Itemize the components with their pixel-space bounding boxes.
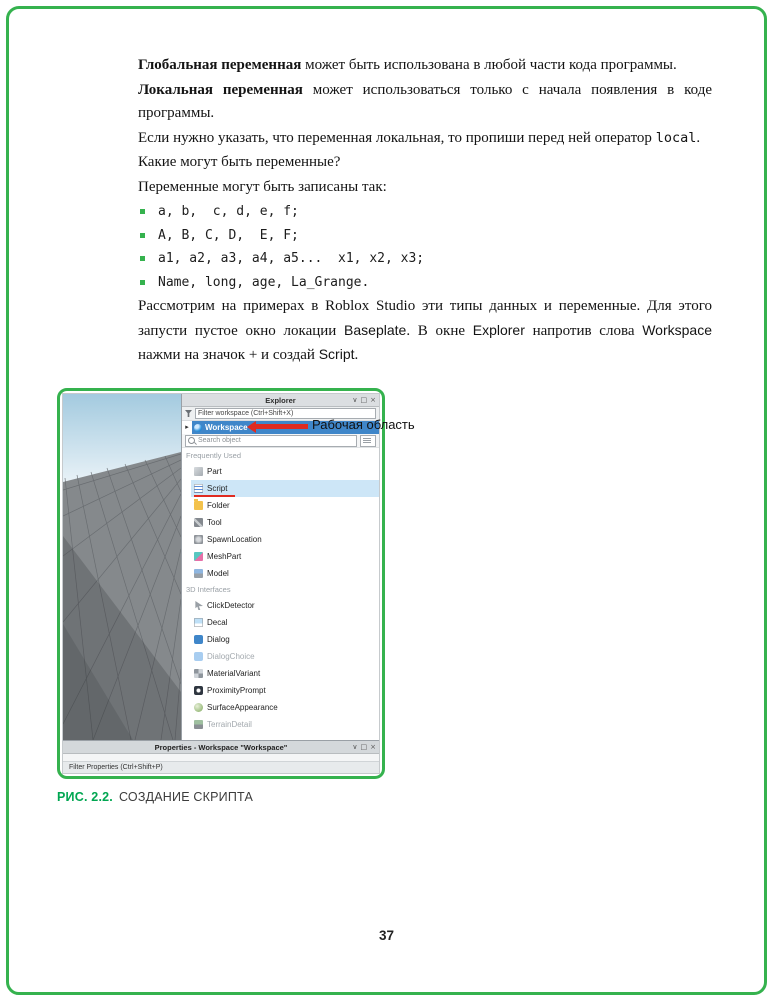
explorer-item-tool: Tool xyxy=(182,514,379,531)
paragraph-local-variable: Локальная переменная может использоваться только с начала появления в коде программы. xyxy=(138,81,712,121)
list-item: Name, long, age, La_Grange. xyxy=(138,271,712,295)
baseplate-render xyxy=(63,394,181,740)
section-label-3d-interfaces: 3D Interfaces xyxy=(186,585,231,594)
workspace-label: Workspace xyxy=(205,423,248,432)
explorer-item-model: Model xyxy=(182,565,379,582)
bullet-icon xyxy=(140,256,145,261)
caption-number: РИС. 2.2. xyxy=(57,790,113,804)
paragraph-list-intro: Переменные могут быть записаны так: xyxy=(138,178,387,195)
code-list xyxy=(138,200,712,294)
explorer-item-dialog: Dialog xyxy=(182,631,379,648)
workspace-globe-icon xyxy=(194,424,202,432)
bold-term: Глобальная переменная xyxy=(138,57,302,73)
decal-icon xyxy=(194,618,203,627)
annotation-arrow xyxy=(256,424,308,429)
window-buttons xyxy=(352,741,376,753)
model-icon xyxy=(194,569,203,578)
float-icon: □ xyxy=(360,396,368,404)
paragraph-question: Какие могут быть переменные? xyxy=(138,154,341,170)
search-row xyxy=(182,434,379,448)
list-item: A, B, C, D, E, F; xyxy=(138,224,712,248)
explorer-item-decal: Decal xyxy=(182,614,379,631)
page-number: 37 xyxy=(378,928,395,943)
bullet-icon xyxy=(140,209,145,214)
figure-caption xyxy=(57,790,487,804)
tool-icon xyxy=(194,518,203,527)
proximityprompt-icon xyxy=(194,686,203,695)
paragraph-global-variable: Глобальная переменная может быть использована в любой части кода программы. xyxy=(138,57,677,73)
search-placeholder: Search object xyxy=(198,437,241,444)
explorer-item-materialvariant: MaterialVariant xyxy=(182,665,379,682)
part-icon xyxy=(194,467,203,476)
bullet-icon xyxy=(140,233,145,238)
explorer-item-meshpart: MeshPart xyxy=(182,548,379,565)
surfaceappearance-icon xyxy=(194,703,203,712)
explorer-item-dialogchoice: DialogChoice xyxy=(182,648,379,665)
terraindetail-icon xyxy=(194,720,203,729)
search-icon xyxy=(188,437,195,444)
spawnlocation-icon xyxy=(194,535,203,544)
explorer-item-surfaceappearance: SurfaceAppearance xyxy=(182,699,379,716)
3d-viewport xyxy=(63,394,181,740)
paragraph-roblox-intro: Рассмотрим на примерах в Roblox Studio эти типы данных и переменные. Для этого запусти пустое окно локации Baseplate. В окне Explorer напротив слова Workspace нажми на значок + и создай Script. xyxy=(138,298,712,363)
float-icon: □ xyxy=(360,743,368,751)
list-item: a1, a2, a3, a4, a5... x1, x2, x3; xyxy=(138,247,712,271)
paragraph-local-operator: Если нужно указать, что переменная локальная, то пропиши перед ней оператор local. xyxy=(138,129,701,146)
roblox-studio-screenshot xyxy=(63,394,379,773)
meshpart-icon xyxy=(194,552,203,561)
expand-arrow-icon: ▸ xyxy=(185,423,189,431)
search-input xyxy=(185,435,357,447)
explorer-item-script: Script xyxy=(182,480,379,497)
explorer-item-clickdetector: ClickDetector xyxy=(182,597,379,614)
bold-term: Локальная переменная xyxy=(138,81,303,98)
figure-2-2 xyxy=(57,388,487,804)
script-icon xyxy=(194,484,203,493)
explorer-item-part: Part xyxy=(182,463,379,480)
explorer-item-spawnlocation: SpawnLocation xyxy=(182,531,379,548)
figure-frame xyxy=(57,388,415,779)
collapse-icon: ∨ xyxy=(352,396,358,404)
bullet-icon xyxy=(140,280,145,285)
explorer-item-proximityprompt: ProximityPrompt xyxy=(182,682,379,699)
materialvariant-icon xyxy=(194,669,203,678)
explorer-title: Explorer xyxy=(265,395,296,405)
filter-properties-input: Filter Properties (Ctrl+Shift+P) xyxy=(63,762,379,773)
explorer-titlebar xyxy=(182,394,379,407)
close-icon: × xyxy=(370,396,376,404)
explorer-panel xyxy=(181,394,379,740)
properties-title: Properties - Workspace "Workspace" xyxy=(154,742,288,752)
explorer-item-terraindetail: TerrainDetail xyxy=(182,716,379,733)
folder-icon xyxy=(194,501,203,510)
annotation-label: Рабочая область xyxy=(312,417,415,432)
collapse-icon: ∨ xyxy=(352,743,358,751)
properties-panel xyxy=(63,740,379,773)
class-list xyxy=(182,448,379,733)
explorer-item-folder: Folder xyxy=(182,497,379,514)
body-text xyxy=(138,54,712,369)
clickdetector-icon xyxy=(194,601,203,610)
close-icon: × xyxy=(370,743,376,751)
list-item: a, b, c, d, e, f; xyxy=(138,200,712,224)
filter-workspace-input: Filter workspace (Ctrl+Shift+X) xyxy=(195,408,376,419)
window-buttons xyxy=(352,394,376,406)
filter-funnel-icon xyxy=(185,410,192,417)
inline-code: local xyxy=(655,129,697,146)
view-options-icon xyxy=(360,435,376,447)
dialog-icon xyxy=(194,635,203,644)
section-label-frequently-used: Frequently Used xyxy=(186,451,242,460)
caption-text: СОЗДАНИЕ СКРИПТА xyxy=(118,790,253,804)
properties-titlebar xyxy=(63,741,379,754)
properties-body xyxy=(63,754,379,762)
dialogchoice-icon xyxy=(194,652,203,661)
